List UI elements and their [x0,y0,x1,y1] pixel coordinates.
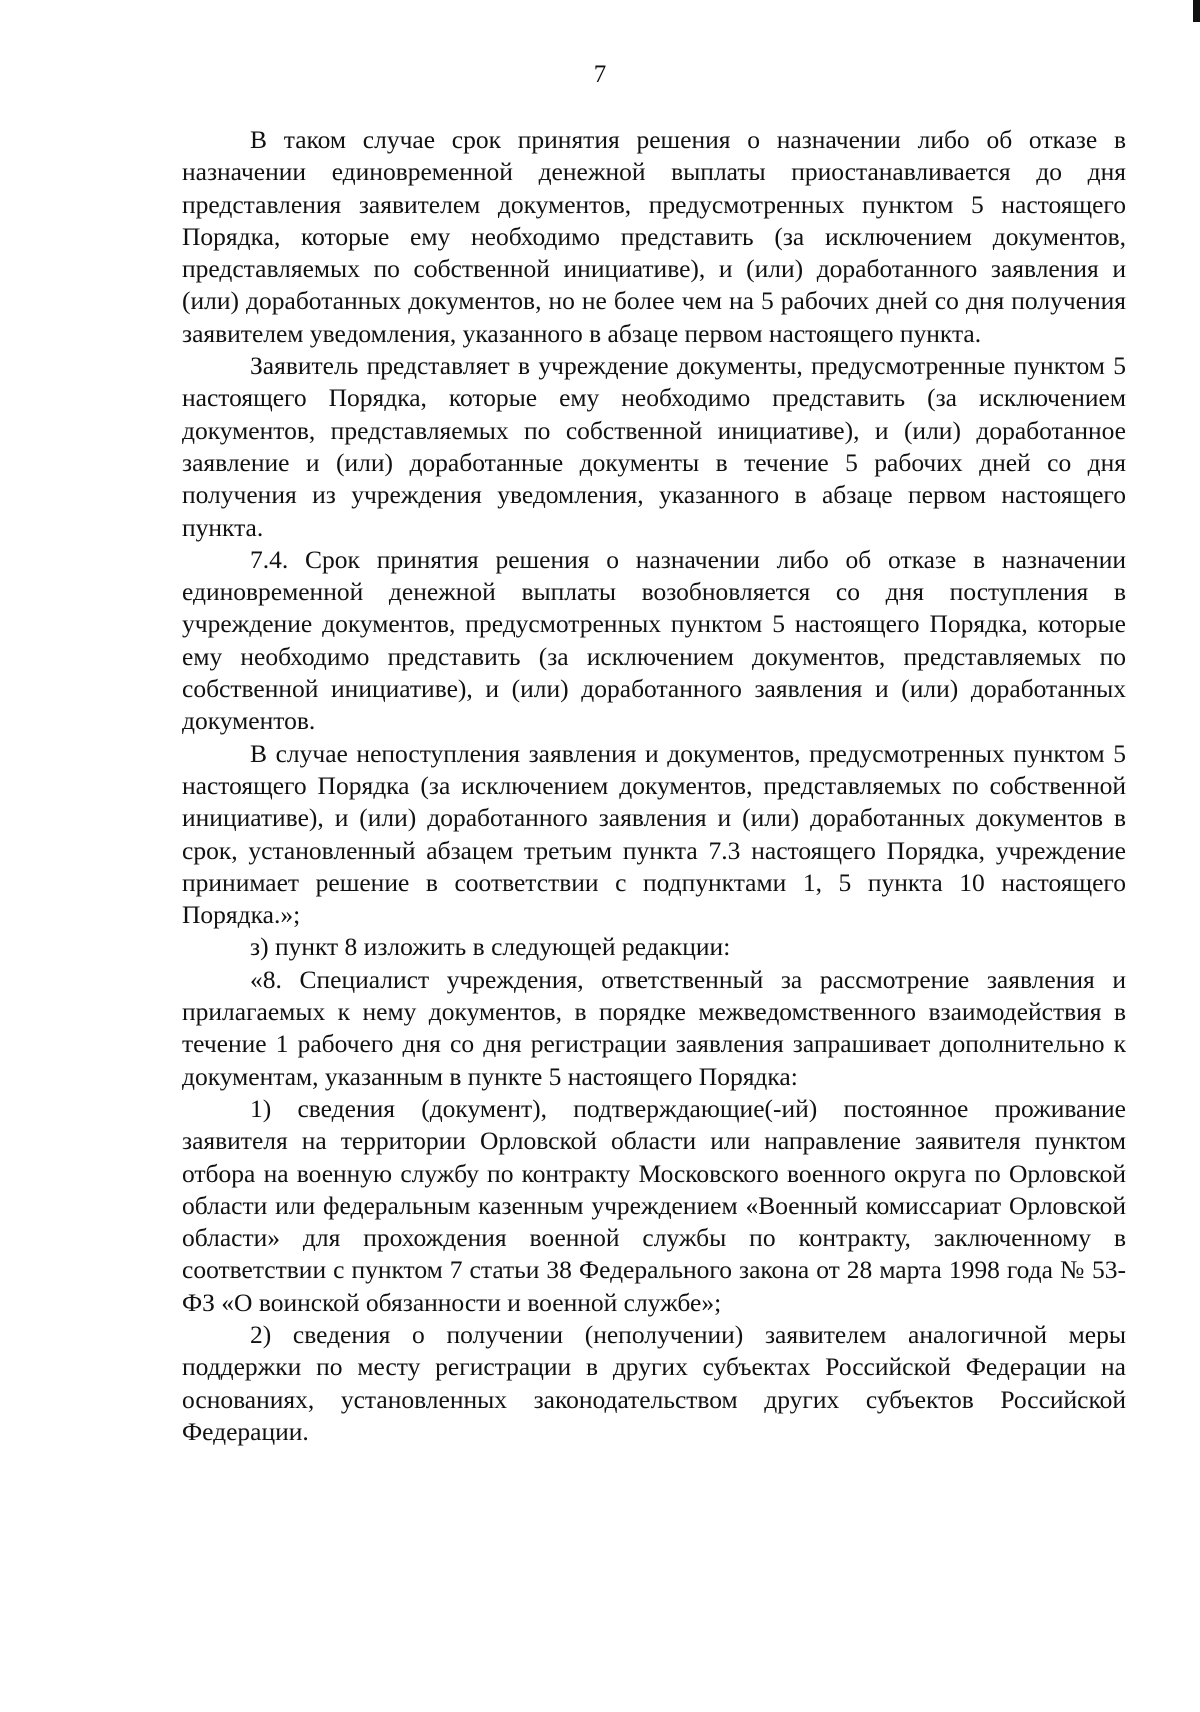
paragraph-subitem-1: 1) сведения (документ), подтверждающие(-ий) постоянное проживание заявителя на территории Орловской области или направление заявителя пунктом отбора на военную службу по контракту Московского военного округа по Орловской области или федеральным казенным учреждением «Военный комиссариат Орловской области» для прохождения военной службы по контракту, заключенному в соответствии с пунктом 7 статьи 38 Федерального закона от 28 марта 1998 года № 53-ФЗ «О воинской обязанности и военной службе»; [182,1093,1126,1317]
paragraph-subitem-2: 2) сведения о получении (неполучении) заявителем аналогичной меры поддержки по месту регистрации в других субъектах Российской Федерации на основаниях, установленных законодательством других субъектов Российской Федерации. [182,1319,1126,1446]
paragraph-applicant-submits: Заявитель представляет в учреждение документы, предусмотренные пунктом 5 настоящего Порядка, которые ему необходимо представить (за исключением документов, представляемых по собственной инициативе), и (или) доработанное заявление и (или) доработанные документы в течение 5 рабочих дней со дня получения из учреждения уведомления, указанного в абзаце первом настоящего пункта. [182,351,1126,542]
paragraph-8: «8. Специалист учреждения, ответственный за рассмотрение заявления и прилагаемых к нему документов, в порядке межведомственного взаимодействия в течение 1 рабочего дня со дня регистрации заявления запрашивает дополнительно к документам, указанным в пункте 5 настоящего Порядка: [182,964,1126,1091]
scan-edge-mark [1193,0,1200,22]
paragraph-7-4: 7.4. Срок принятия решения о назначении либо об отказе в назначении единовременной денежной выплаты возобновляется со дня поступления в учреждение документов, предусмотренных пунктом 5 настоящего Порядка, которые ему необходимо представить (за исключением документов, представляемых по собственной инициативе), и (или) доработанного заявления и (или) доработанных документов. [182,544,1126,736]
paragraph-item-z: з) пункт 8 изложить в следующей редакции: [250,932,731,962]
document-body [182,124,1126,1448]
page-number: 7 [593,61,607,88]
paragraph-suspension-term: В таком случае срок принятия решения о назначении либо об отказе в назначении единовременной денежной выплаты приостанавливается до дня представления заявителем документов, предусмотренных пунктом 5 настоящего Порядка, которые ему необходимо представить (за исключением документов, представляемых по собственной инициативе), и (или) доработанного заявления и (или) доработанных документов, но не более чем на 5 рабочих дней со дня получения заявителем уведомления, указанного в абзаце первом настоящего пункта. [182,125,1126,348]
paragraph-non-receipt: В случае непоступления заявления и документов, предусмотренных пунктом 5 настоящего Порядка (за исключением документов, представляемых по собственной инициативе), и (или) доработанного заявления и (или) доработанных документов в срок, установленный абзацем третьим пункта 7.3 настоящего Порядка, учреждение принимает решение в соответствии с подпунктами 1, 5 пункта 10 настоящего Порядка.»; [182,738,1126,930]
